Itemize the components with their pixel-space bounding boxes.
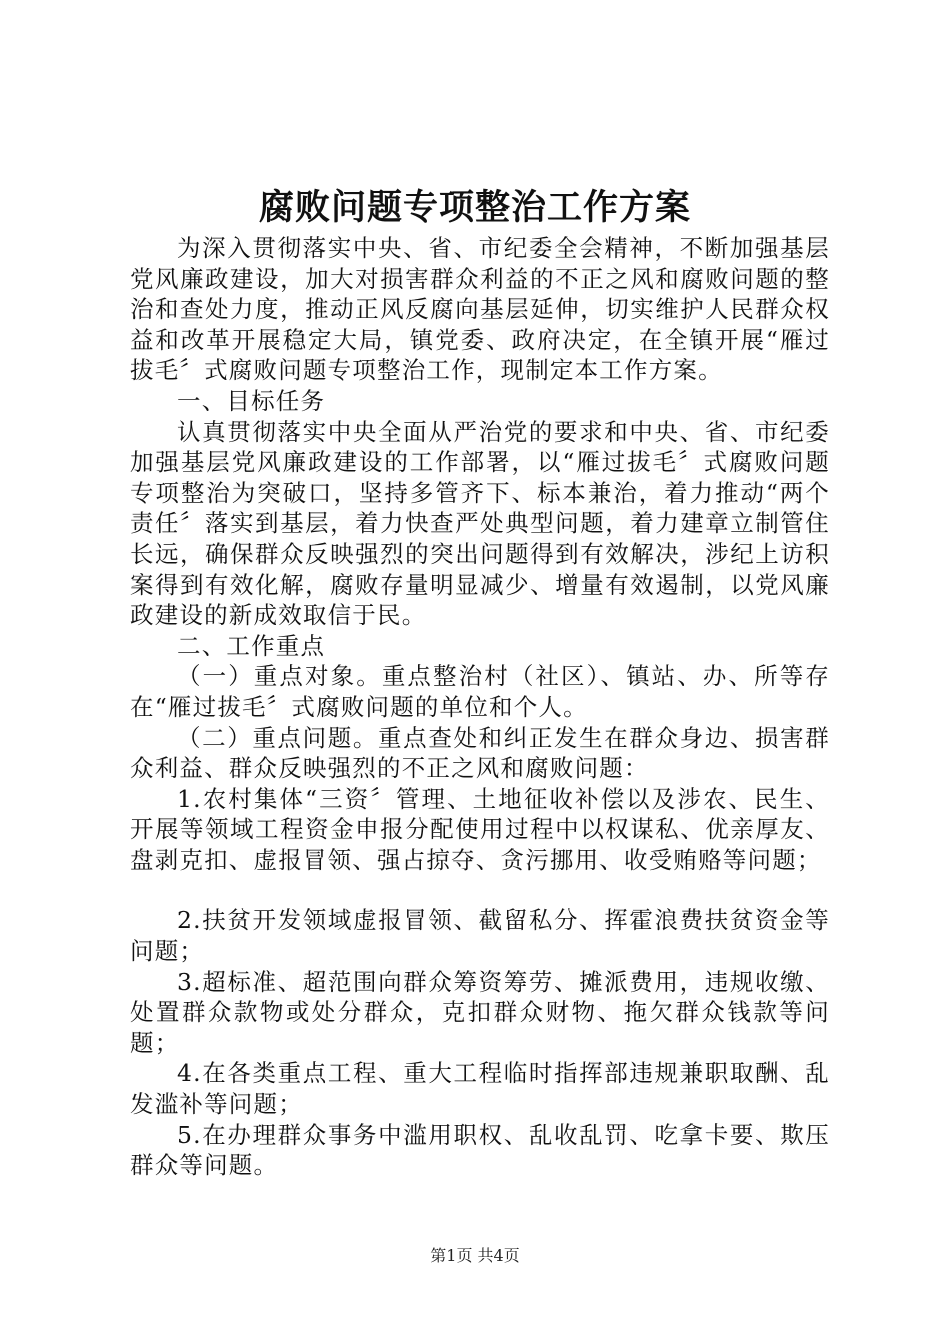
- section-heading-focus: 二、工作重点: [177, 631, 326, 660]
- issue-item-1: 1.农村集体“三资〞管理、土地征收补偿以及涉农、民生、开展等领域工程资金申报分配使用过程中以权谋私、优亲厚友、盘剥克扣、虚报冒领、强占掠夺、贪污挪用、收受贿赂等问题；: [130, 784, 830, 874]
- section-heading-goals: 一、目标任务: [177, 386, 326, 415]
- focus-targets-paragraph: （一）重点对象。重点整治村（社区）、镇站、办、所等存在“雁过拔毛〞式腐败问题的单位和个人。: [130, 662, 830, 721]
- issue-item-5: 5.在办理群众事务中滥用职权、乱收乱罚、吃拿卡要、欺压群众等问题。: [130, 1120, 830, 1180]
- document-title: 腐败问题专项整治工作方案: [258, 187, 691, 228]
- issue-item-3: 3.超标准、超范围向群众筹资筹劳、摊派费用，违规收缴、处置群众款物或处分群众，克扣群众财物、拖欠群众钱款等问题；: [130, 967, 830, 1057]
- page-footer: 第1页 共4页: [430, 1246, 520, 1265]
- issue-item-2: 2.扶贫开发领域虚报冒领、截留私分、挥霍浪费扶贫资金等问题；: [130, 906, 830, 966]
- issue-item-4: 4.在各类重点工程、重大工程临时指挥部违规兼职取酬、乱发滥补等问题；: [130, 1059, 830, 1119]
- document-body: [130, 233, 830, 1181]
- focus-issues-paragraph: （二）重点问题。重点查处和纠正发生在群众身边、损害群众利益、群众反映强烈的不正之风和腐败问题：: [130, 723, 830, 783]
- intro-paragraph: 为深入贯彻落实中央、省、市纪委全会精神，不断加强基层党风廉政建设，加大对损害群众利益的不正之风和腐败问题的整治和查处力度，推动正风反腐向基层延伸，切实维护人民群众权益和改革开展稳定大局，镇党委、政府决定，在全镇开展“雁过拔毛〞式腐败问题专项整治工作，现制定本工作方案。: [130, 234, 830, 385]
- goals-paragraph: 认真贯彻落实中央全面从严治党的要求和中央、省、市纪委加强基层党风廉政建设的工作部署，以“雁过拔毛〞式腐败问题专项整治为突破口，坚持多管齐下、标本兼治，着力推动“两个责任〞落实到基层，着力快查严处典型问题，着力建章立制管住长远，确保群众反映强烈的突出问题得到有效解决，涉纪上访积案得到有效化解，腐败存量明显减少、增量有效遏制，以党风廉政建设的新成效取信于民。: [130, 417, 830, 630]
